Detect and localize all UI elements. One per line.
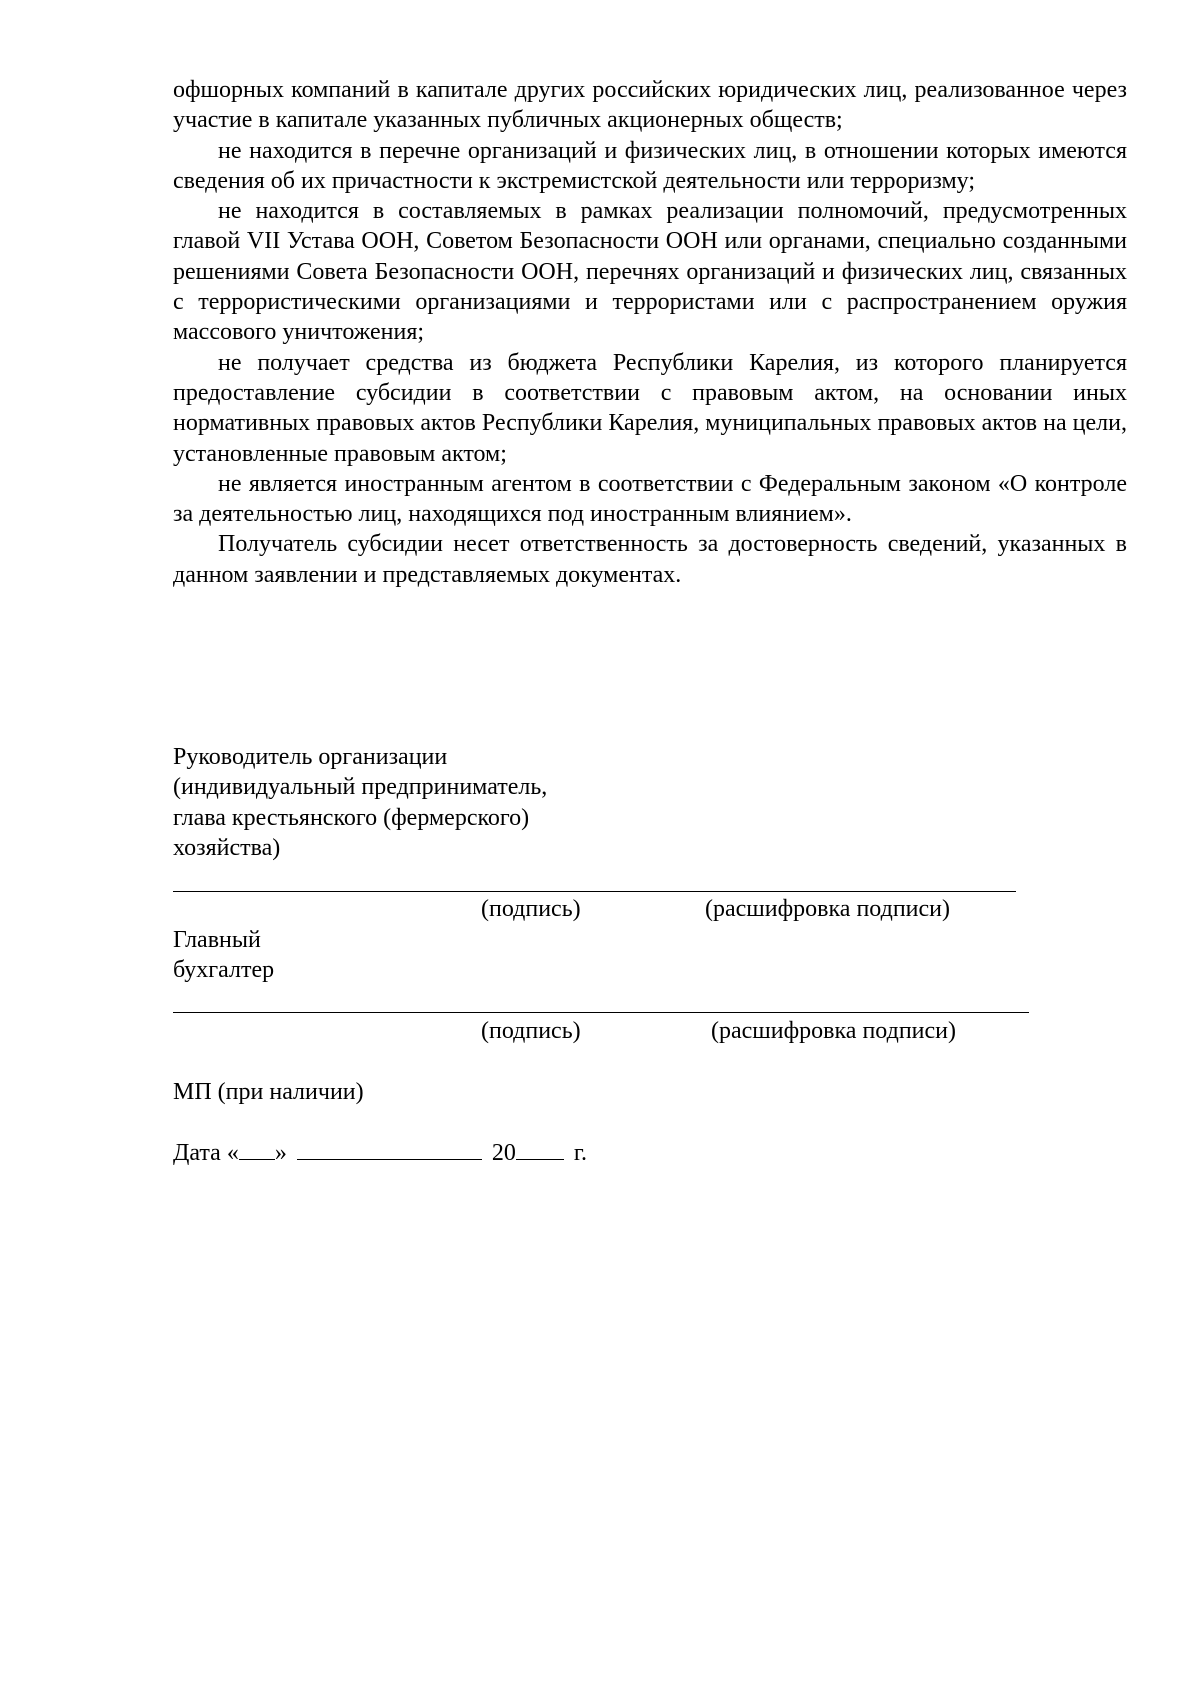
head-title-line: хозяйства) <box>173 834 281 861</box>
date-year-suffix: г. <box>573 1140 587 1166</box>
accountant-signature-line <box>173 1012 1029 1013</box>
paragraph-foreign-agent: не является иностранным агентом в соответствии с Федеральным законом «О контроле за деятельностью лиц, находящихся под иностранным влиянием». <box>173 470 1127 528</box>
paragraph-budget: не получает средства из бюджета Республики Карелия, из которого планируется предоставление субсидии в соответствии с правовым актом, на основании иных нормативных правовых актов Республики Карелия, муниципальных правовых актов на цели, установленные правовым актом; <box>173 349 1127 467</box>
head-signatory-title <box>173 742 547 863</box>
date-close-quote: » <box>274 1140 287 1166</box>
head-signature-caption: (подпись) <box>481 896 581 922</box>
accountant-title-line: бухгалтер <box>173 957 275 984</box>
paragraph-extremism: не находится в перечне организаций и физических лиц, в отношении которых имеются сведения об их причастности к экстремистской деятельности или терроризму; <box>173 137 1127 194</box>
head-title-line: (индивидуальный предприниматель, <box>173 774 548 801</box>
date-label: Дата « <box>173 1140 239 1166</box>
paragraph-offshore: офшорных компаний в капитале других российских юридических лиц, реализованное через участие в капитале указанных публичных акционерных обществ; <box>173 77 1127 134</box>
head-title-line: Руководитель организации <box>173 744 448 770</box>
head-decode-caption: (расшифровка подписи) <box>705 896 950 922</box>
stamp-label: МП (при наличии) <box>173 1079 364 1105</box>
head-title-line: глава крестьянского (фермерского) <box>173 804 530 831</box>
paragraph-un-sanctions: не находится в составляемых в рамках реализации полномочий, предусмотренных главой VII Устава ООН, Советом Безопасности ООН или органами, специально созданными решениями Совета Безопасности ООН, перечнях организаций и физических лиц, связанных с террористическими организациями и террористами или с распространением оружия массового уничтожения; <box>173 198 1127 346</box>
date-year-prefix: 20 <box>491 1140 516 1166</box>
accountant-signature-caption: (подпись) <box>481 1018 581 1044</box>
head-signature-line <box>173 891 1016 892</box>
accountant-decode-caption: (расшифровка подписи) <box>711 1018 956 1044</box>
declaration-body <box>173 75 1127 590</box>
accountant-title <box>173 925 274 986</box>
date-day-blank[interactable] <box>239 1137 275 1160</box>
date-line <box>173 1137 587 1168</box>
accountant-title-line: Главный <box>173 927 261 953</box>
date-year-blank[interactable] <box>516 1137 564 1160</box>
paragraph-responsibility: Получатель субсидии несет ответственность за достоверность сведений, указанных в данном заявлении и представляемых документах. <box>173 531 1127 588</box>
date-month-blank[interactable] <box>297 1137 482 1160</box>
